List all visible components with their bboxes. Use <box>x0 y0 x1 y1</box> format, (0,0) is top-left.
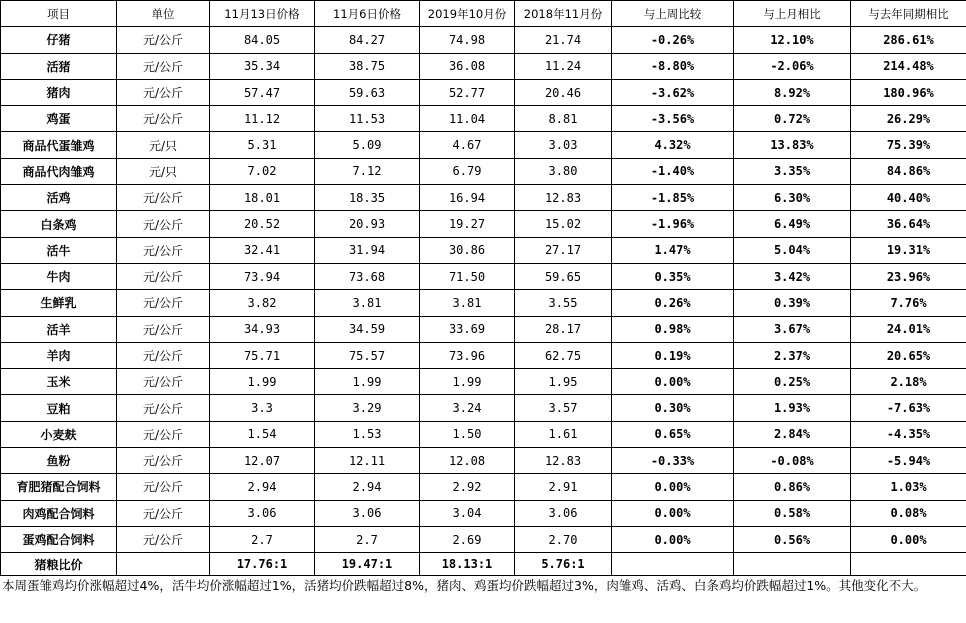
cell-change-month: 0.39% <box>734 290 851 316</box>
table-row <box>1 185 966 211</box>
cell-change-year: 180.96% <box>851 79 966 105</box>
cell-change-week: 0.00% <box>612 369 734 395</box>
header-oct-2019: 2019年10月份 <box>420 1 515 27</box>
cell-price-oct-2019: 1.99 <box>420 369 515 395</box>
cell-price-nov13: 2.94 <box>210 474 315 500</box>
cell-change-week: 0.26% <box>612 290 734 316</box>
cell-change-year: 286.61% <box>851 27 966 53</box>
cell-price-oct-2019: 1.50 <box>420 421 515 447</box>
cell-unit: 元/公斤 <box>117 53 210 79</box>
cell-change-year: 36.64% <box>851 211 966 237</box>
table-row <box>1 369 966 395</box>
cell-price-nov-2018: 3.80 <box>515 158 612 184</box>
cell-price-nov-2018: 3.06 <box>515 500 612 526</box>
cell-change-year: -4.35% <box>851 421 966 447</box>
header-item: 项目 <box>1 1 117 27</box>
cell-price-oct-2019: 6.79 <box>420 158 515 184</box>
table-header-row <box>1 1 966 27</box>
cell-change-year: 26.29% <box>851 106 966 132</box>
cell-price-nov6: 34.59 <box>315 316 420 342</box>
cell-change-month: -2.06% <box>734 53 851 79</box>
cell-price-nov-2018: 15.02 <box>515 211 612 237</box>
cell-price-nov13: 1.54 <box>210 421 315 447</box>
cell-price-oct-2019: 3.81 <box>420 290 515 316</box>
cell-price-oct-2019: 52.77 <box>420 79 515 105</box>
cell-price-nov-2018: 3.03 <box>515 132 612 158</box>
cell-price-oct-2019: 3.04 <box>420 500 515 526</box>
cell-price-nov13: 73.94 <box>210 263 315 289</box>
cell-change-week: 0.98% <box>612 316 734 342</box>
cell-price-nov13: 20.52 <box>210 211 315 237</box>
cell-item-name: 活猪 <box>1 53 117 79</box>
cell-change-week: -1.85% <box>612 185 734 211</box>
cell-price-nov-2018: 21.74 <box>515 27 612 53</box>
cell-change-week: -8.80% <box>612 53 734 79</box>
ratio-empty-cell <box>851 553 966 576</box>
cell-price-nov13: 12.07 <box>210 448 315 474</box>
cell-change-month: 5.04% <box>734 237 851 263</box>
cell-item-name: 商品代肉雏鸡 <box>1 158 117 184</box>
ratio-value: 5.76:1 <box>515 553 612 576</box>
cell-price-nov13: 11.12 <box>210 106 315 132</box>
cell-price-nov6: 75.57 <box>315 342 420 368</box>
cell-price-oct-2019: 36.08 <box>420 53 515 79</box>
cell-price-nov6: 20.93 <box>315 211 420 237</box>
cell-price-oct-2019: 71.50 <box>420 263 515 289</box>
cell-unit: 元/公斤 <box>117 526 210 552</box>
cell-price-nov-2018: 12.83 <box>515 185 612 211</box>
cell-price-nov6: 1.53 <box>315 421 420 447</box>
cell-price-nov13: 5.31 <box>210 132 315 158</box>
header-vs-last-year: 与去年同期相比 <box>851 1 966 27</box>
cell-price-oct-2019: 73.96 <box>420 342 515 368</box>
cell-item-name: 育肥猪配合饲料 <box>1 474 117 500</box>
table-row <box>1 263 966 289</box>
cell-change-year: -7.63% <box>851 395 966 421</box>
cell-item-name: 牛肉 <box>1 263 117 289</box>
cell-item-name: 猪肉 <box>1 79 117 105</box>
ratio-label: 猪粮比价 <box>1 553 117 576</box>
ratio-empty-cell <box>612 553 734 576</box>
cell-price-nov-2018: 2.70 <box>515 526 612 552</box>
cell-price-nov6: 3.06 <box>315 500 420 526</box>
cell-price-nov6: 73.68 <box>315 263 420 289</box>
ratio-value: 17.76:1 <box>210 553 315 576</box>
cell-unit: 元/只 <box>117 158 210 184</box>
cell-price-nov13: 3.82 <box>210 290 315 316</box>
cell-price-nov-2018: 59.65 <box>515 263 612 289</box>
cell-change-year: 1.03% <box>851 474 966 500</box>
cell-change-month: -0.08% <box>734 448 851 474</box>
cell-unit: 元/公斤 <box>117 448 210 474</box>
cell-price-nov6: 1.99 <box>315 369 420 395</box>
cell-price-nov6: 38.75 <box>315 53 420 79</box>
table-row <box>1 500 966 526</box>
cell-change-week: -3.62% <box>612 79 734 105</box>
cell-price-nov13: 1.99 <box>210 369 315 395</box>
cell-change-month: 13.83% <box>734 132 851 158</box>
cell-item-name: 活鸡 <box>1 185 117 211</box>
cell-price-nov13: 2.7 <box>210 526 315 552</box>
cell-change-month: 3.42% <box>734 263 851 289</box>
cell-change-week: 0.30% <box>612 395 734 421</box>
cell-change-month: 1.93% <box>734 395 851 421</box>
cell-unit: 元/公斤 <box>117 421 210 447</box>
table-row <box>1 27 966 53</box>
table-row <box>1 448 966 474</box>
cell-change-week: -3.56% <box>612 106 734 132</box>
cell-unit: 元/公斤 <box>117 290 210 316</box>
cell-unit: 元/公斤 <box>117 237 210 263</box>
cell-change-year: 0.00% <box>851 526 966 552</box>
table-row <box>1 237 966 263</box>
cell-change-week: 0.00% <box>612 500 734 526</box>
cell-price-nov13: 18.01 <box>210 185 315 211</box>
table-row <box>1 342 966 368</box>
hog-grain-ratio-row <box>1 553 966 576</box>
table-row <box>1 526 966 552</box>
header-vs-last-month: 与上月相比 <box>734 1 851 27</box>
cell-change-week: 0.65% <box>612 421 734 447</box>
table-row <box>1 211 966 237</box>
cell-price-nov6: 18.35 <box>315 185 420 211</box>
table-row <box>1 474 966 500</box>
cell-change-week: 0.00% <box>612 474 734 500</box>
cell-change-year: 20.65% <box>851 342 966 368</box>
ratio-value: 19.47:1 <box>315 553 420 576</box>
cell-item-name: 商品代蛋雏鸡 <box>1 132 117 158</box>
cell-price-nov6: 12.11 <box>315 448 420 474</box>
cell-unit: 元/公斤 <box>117 185 210 211</box>
cell-price-oct-2019: 3.24 <box>420 395 515 421</box>
cell-unit: 元/公斤 <box>117 500 210 526</box>
header-price-nov6: 11月6日价格 <box>315 1 420 27</box>
cell-change-year: 84.86% <box>851 158 966 184</box>
cell-price-nov13: 35.34 <box>210 53 315 79</box>
cell-item-name: 羊肉 <box>1 342 117 368</box>
cell-price-nov-2018: 20.46 <box>515 79 612 105</box>
cell-item-name: 玉米 <box>1 369 117 395</box>
cell-unit: 元/公斤 <box>117 79 210 105</box>
cell-change-week: 1.47% <box>612 237 734 263</box>
cell-item-name: 仔猪 <box>1 27 117 53</box>
cell-price-nov13: 7.02 <box>210 158 315 184</box>
cell-price-nov6: 11.53 <box>315 106 420 132</box>
cell-change-month: 0.56% <box>734 526 851 552</box>
cell-change-month: 2.37% <box>734 342 851 368</box>
cell-price-nov6: 2.7 <box>315 526 420 552</box>
cell-change-month: 12.10% <box>734 27 851 53</box>
cell-price-nov13: 32.41 <box>210 237 315 263</box>
cell-unit: 元/公斤 <box>117 316 210 342</box>
cell-unit: 元/公斤 <box>117 27 210 53</box>
cell-price-nov6: 31.94 <box>315 237 420 263</box>
cell-change-week: 0.00% <box>612 526 734 552</box>
cell-change-year: 19.31% <box>851 237 966 263</box>
header-unit: 单位 <box>117 1 210 27</box>
table-row <box>1 132 966 158</box>
cell-change-month: 6.30% <box>734 185 851 211</box>
cell-unit: 元/公斤 <box>117 474 210 500</box>
cell-price-nov-2018: 62.75 <box>515 342 612 368</box>
cell-change-month: 0.25% <box>734 369 851 395</box>
cell-price-oct-2019: 19.27 <box>420 211 515 237</box>
cell-price-oct-2019: 2.69 <box>420 526 515 552</box>
cell-price-nov-2018: 8.81 <box>515 106 612 132</box>
cell-change-week: 0.35% <box>612 263 734 289</box>
header-price-nov13: 11月13日价格 <box>210 1 315 27</box>
cell-price-nov13: 34.93 <box>210 316 315 342</box>
cell-price-nov6: 3.29 <box>315 395 420 421</box>
cell-item-name: 鸡蛋 <box>1 106 117 132</box>
cell-price-nov6: 5.09 <box>315 132 420 158</box>
header-vs-last-week: 与上周比较 <box>612 1 734 27</box>
cell-price-nov13: 84.05 <box>210 27 315 53</box>
cell-change-year: 2.18% <box>851 369 966 395</box>
cell-price-nov6: 7.12 <box>315 158 420 184</box>
table-body <box>1 27 966 553</box>
cell-price-nov13: 3.3 <box>210 395 315 421</box>
cell-change-year: 7.76% <box>851 290 966 316</box>
cell-price-nov6: 2.94 <box>315 474 420 500</box>
cell-change-year: 0.08% <box>851 500 966 526</box>
table-row <box>1 316 966 342</box>
cell-change-month: 0.58% <box>734 500 851 526</box>
ratio-empty-cell <box>734 553 851 576</box>
cell-price-nov-2018: 3.55 <box>515 290 612 316</box>
cell-price-oct-2019: 74.98 <box>420 27 515 53</box>
cell-price-nov-2018: 28.17 <box>515 316 612 342</box>
cell-change-week: -1.40% <box>612 158 734 184</box>
cell-change-month: 3.67% <box>734 316 851 342</box>
cell-price-nov13: 75.71 <box>210 342 315 368</box>
cell-price-oct-2019: 16.94 <box>420 185 515 211</box>
table-row <box>1 158 966 184</box>
cell-item-name: 豆粕 <box>1 395 117 421</box>
cell-item-name: 生鲜乳 <box>1 290 117 316</box>
cell-change-week: 4.32% <box>612 132 734 158</box>
cell-change-month: 6.49% <box>734 211 851 237</box>
cell-change-week: -0.33% <box>612 448 734 474</box>
cell-unit: 元/公斤 <box>117 395 210 421</box>
cell-unit: 元/公斤 <box>117 342 210 368</box>
cell-price-nov6: 84.27 <box>315 27 420 53</box>
table-row <box>1 79 966 105</box>
table-row <box>1 106 966 132</box>
table-row <box>1 290 966 316</box>
cell-price-nov13: 3.06 <box>210 500 315 526</box>
cell-change-year: 24.01% <box>851 316 966 342</box>
table-row <box>1 421 966 447</box>
table-row <box>1 395 966 421</box>
ratio-empty-cell <box>117 553 210 576</box>
cell-price-nov-2018: 1.61 <box>515 421 612 447</box>
cell-change-year: 214.48% <box>851 53 966 79</box>
cell-unit: 元/公斤 <box>117 211 210 237</box>
cell-change-month: 0.86% <box>734 474 851 500</box>
cell-item-name: 蛋鸡配合饲料 <box>1 526 117 552</box>
cell-price-oct-2019: 30.86 <box>420 237 515 263</box>
cell-change-week: -1.96% <box>612 211 734 237</box>
cell-unit: 元/公斤 <box>117 106 210 132</box>
cell-price-oct-2019: 2.92 <box>420 474 515 500</box>
cell-price-nov-2018: 3.57 <box>515 395 612 421</box>
cell-item-name: 鱼粉 <box>1 448 117 474</box>
cell-change-month: 8.92% <box>734 79 851 105</box>
cell-price-nov-2018: 1.95 <box>515 369 612 395</box>
cell-change-month: 0.72% <box>734 106 851 132</box>
cell-item-name: 活牛 <box>1 237 117 263</box>
cell-price-oct-2019: 4.67 <box>420 132 515 158</box>
cell-price-nov-2018: 11.24 <box>515 53 612 79</box>
cell-price-nov-2018: 2.91 <box>515 474 612 500</box>
cell-unit: 元/公斤 <box>117 263 210 289</box>
cell-price-nov13: 57.47 <box>210 79 315 105</box>
cell-price-nov-2018: 27.17 <box>515 237 612 263</box>
cell-unit: 元/公斤 <box>117 369 210 395</box>
cell-change-year: 23.96% <box>851 263 966 289</box>
header-nov-2018: 2018年11月份 <box>515 1 612 27</box>
cell-unit: 元/只 <box>117 132 210 158</box>
cell-change-month: 2.84% <box>734 421 851 447</box>
cell-change-week: -0.26% <box>612 27 734 53</box>
cell-change-month: 3.35% <box>734 158 851 184</box>
cell-change-year: 75.39% <box>851 132 966 158</box>
cell-price-nov-2018: 12.83 <box>515 448 612 474</box>
cell-price-oct-2019: 33.69 <box>420 316 515 342</box>
cell-item-name: 白条鸡 <box>1 211 117 237</box>
table-row <box>1 53 966 79</box>
cell-item-name: 活羊 <box>1 316 117 342</box>
cell-price-nov6: 3.81 <box>315 290 420 316</box>
ratio-value: 18.13:1 <box>420 553 515 576</box>
cell-item-name: 肉鸡配合饲料 <box>1 500 117 526</box>
cell-item-name: 小麦麸 <box>1 421 117 447</box>
cell-price-oct-2019: 12.08 <box>420 448 515 474</box>
cell-price-oct-2019: 11.04 <box>420 106 515 132</box>
cell-change-year: 40.40% <box>851 185 966 211</box>
cell-price-nov6: 59.63 <box>315 79 420 105</box>
cell-change-week: 0.19% <box>612 342 734 368</box>
cell-change-year: -5.94% <box>851 448 966 474</box>
summary-note: 本周蛋雏鸡均价涨幅超过4%，活牛均价涨幅超过1%，活猪均价跌幅超过8%，猪肉、鸡蛋均价跌幅超过3%，肉雏鸡、活鸡、白条鸡均价跌幅超过1%。其他变化不大。 <box>2 578 927 593</box>
